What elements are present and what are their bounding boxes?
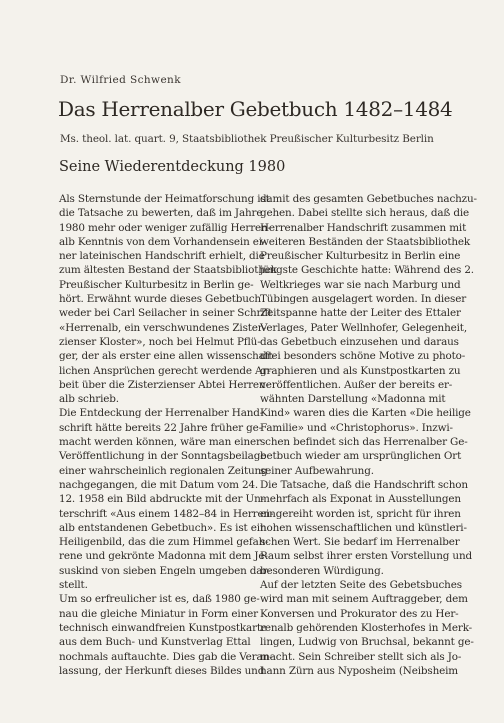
- text-line: 12. 1958 ein Bild abdruckte mit der Un-: [59, 493, 265, 506]
- text-line: hört. Erwähnt wurde dieses Gebetbuch: [59, 293, 261, 306]
- text-line: alb entstandenen Gebetbuch». Es ist ein: [59, 521, 267, 534]
- text-column-left: [59, 192, 277, 678]
- text-line: Kind» waren dies die Karten «Die heilige: [260, 407, 471, 420]
- text-line: Heiligenbild, das die zum Himmel gefah-: [59, 536, 269, 549]
- text-line: technisch einwandfreien Kunstpostkarte: [59, 621, 267, 634]
- text-line: besonderen Würdigung.: [260, 564, 384, 577]
- text-line: Um so erfreulicher ist es, daß 1980 ge-: [59, 593, 260, 606]
- text-line: einer wahrscheinlich regionalen Zeitung: [59, 464, 268, 477]
- text-line: schen Wert. Sie bedarf im Herrenalber: [260, 536, 460, 549]
- text-line: zum ältesten Bestand der Staatsbibliothek: [59, 264, 277, 277]
- text-line: mehrfach als Exponat in Ausstellungen: [260, 493, 461, 506]
- text-line: 1980 mehr oder weniger zufällig Herren-: [59, 221, 271, 234]
- text-line: hann Zürn aus Nyposheim (Neibsheim: [260, 664, 459, 677]
- text-line: damit des gesamten Gebetbuches nachzu-: [260, 193, 477, 205]
- text-line: Auf der letzten Seite des Gebetsbuches: [260, 579, 462, 592]
- text-line: schrift hätte bereits 22 Jahre früher ge-: [59, 421, 262, 434]
- text-line: lassung, der Herkunft dieses Bildes und: [59, 664, 265, 677]
- text-line: graphieren und als Kunstpostkarten zu: [260, 364, 461, 377]
- text-line: ger, der als erster eine allen wissenschaft-: [59, 350, 276, 363]
- text-line: lingen, Ludwig von Bruchsal, bekannt ge-: [260, 636, 474, 649]
- article-title: Das Herrenalber Gebetbuch 1482–1484: [58, 97, 453, 121]
- text-line: Die Entdeckung der Herrenalber Hand-: [59, 407, 264, 420]
- text-line: Herrenalber Handschrift zusammen mit: [260, 221, 467, 234]
- text-line: seiner Aufbewahrung.: [260, 464, 374, 477]
- text-line: Raum selbst ihrer ersten Vorstellung und: [260, 550, 472, 563]
- text-line: Familie» und «Christophorus». Inzwi-: [260, 421, 453, 434]
- text-line: terschrift «Aus einem 1482–84 in Herren-: [59, 507, 274, 520]
- author-name: Dr. Wilfried Schwenk: [60, 74, 181, 86]
- text-line: eingereiht worden ist, spricht für ihren: [260, 507, 461, 520]
- text-line: beit über die Zisterzienser Abtei Herren-: [59, 378, 269, 391]
- article-subtitle: Seine Wiederentdeckung 1980: [59, 159, 286, 175]
- text-line: Tübingen ausgelagert worden. In dieser: [260, 293, 467, 306]
- text-line: Als Sternstunde der Heimatforschung ist: [59, 193, 270, 205]
- text-line: alb schrieb.: [59, 393, 119, 406]
- text-line: macht. Sein Schreiber stellt sich als Jo-: [260, 650, 462, 663]
- text-line: renalb gehörenden Klosterhofes in Merk-: [260, 621, 473, 634]
- text-line: schen befindet sich das Herrenalber Ge-: [260, 436, 468, 449]
- text-line: Preußischer Kulturbesitz in Berlin ge-: [59, 278, 254, 291]
- text-line: Verlages, Pater Wellnhofer, Gelegenheit,: [260, 321, 467, 334]
- text-line: wähnten Darstellung «Madonna mit: [260, 393, 446, 406]
- text-line: drei besonders schöne Motive zu photo-: [260, 350, 466, 363]
- text-line: Preußischer Kulturbesitz in Berlin eine: [260, 250, 461, 263]
- text-line: stellt.: [59, 579, 88, 592]
- text-line: suskind von sieben Engeln umgeben dar-: [59, 564, 271, 577]
- text-line: alb Kenntnis von dem Vorhandensein ei-: [59, 235, 266, 248]
- text-line: jüngste Geschichte hatte: Während des 2.: [260, 264, 474, 277]
- text-line: zienser Kloster», noch bei Helmut Pflü-: [59, 335, 261, 348]
- text-line: die Tatsache zu bewerten, daß im Jahre: [59, 207, 263, 220]
- text-line: hohen wissenschaftlichen und künstleri-: [260, 521, 467, 534]
- text-line: gehen. Dabei stellte sich heraus, daß die: [260, 207, 469, 220]
- text-line: Die Tatsache, daß die Handschrift schon: [260, 478, 468, 491]
- text-line: wird man mit seinem Auftraggeber, dem: [260, 593, 468, 606]
- text-line: Zeitspanne hatte der Leiter des Ettaler: [260, 307, 461, 320]
- manuscript-source: Ms. theol. lat. quart. 9, Staatsbibliothek Preußischer Kulturbesitz Berlin: [60, 133, 434, 145]
- text-line: weiteren Beständen der Staatsbibliothek: [260, 235, 471, 248]
- text-line: ner lateinischen Handschrift erhielt, die: [59, 250, 265, 263]
- text-line: nochmals auftauchte. Dies gab die Veran-: [59, 650, 273, 663]
- text-line: rene und gekrönte Madonna mit dem Je-: [59, 550, 268, 563]
- text-line: das Gebetbuch einzusehen und daraus: [260, 335, 459, 348]
- text-line: «Herrenalb, ein verschwundenes Zister-: [59, 321, 266, 334]
- text-line: nachgegangen, die mit Datum vom 24.: [59, 478, 259, 491]
- text-line: aus dem Buch- und Kunstverlag Ettal: [59, 636, 251, 649]
- text-line: betbuch wieder am ursprünglichen Ort: [260, 450, 462, 463]
- text-line: macht werden können, wäre man einer: [59, 436, 261, 449]
- text-line: lichen Ansprüchen gerecht werdende Ar-: [59, 364, 271, 377]
- text-line: Konversen und Prokurator des zu Her-: [260, 607, 459, 620]
- text-line: veröffentlichen. Außer der bereits er-: [260, 378, 453, 391]
- text-line: weder bei Carl Seilacher in seiner Schrift: [59, 307, 273, 320]
- text-column-right: [260, 192, 477, 678]
- text-line: Weltkrieges war sie nach Marburg und: [260, 278, 461, 291]
- text-line: Veröffentlichung in der Sonntagsbeilage: [59, 450, 267, 463]
- text-line: nau die gleiche Miniatur in Form einer: [59, 607, 258, 620]
